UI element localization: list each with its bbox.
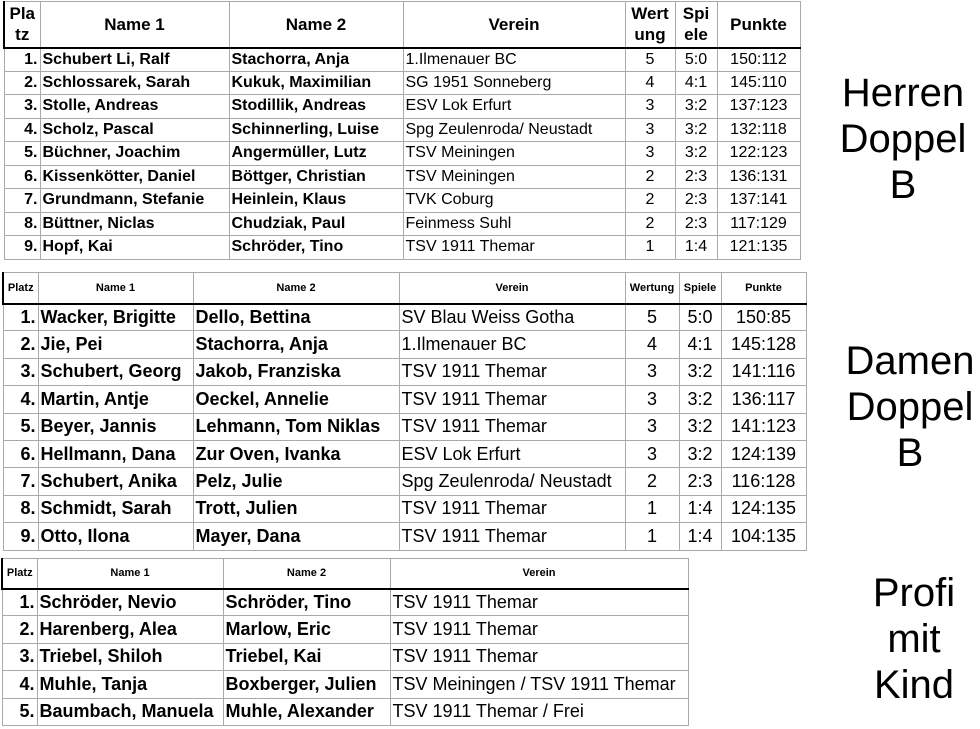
cell-verein: ESV Lok Erfurt bbox=[403, 95, 625, 119]
section-label-herren-doppel-b bbox=[826, 70, 980, 208]
cell-platz: 4. bbox=[4, 118, 40, 142]
cell-platz: 9. bbox=[4, 236, 40, 260]
cell-platz: 3. bbox=[4, 95, 40, 119]
cell-name-1: Grundmann, Stefanie bbox=[40, 189, 229, 213]
cell-name-2: Angermüller, Lutz bbox=[229, 142, 403, 166]
cell-name-1: Schmidt, Sarah bbox=[38, 495, 193, 522]
cell-verein: SV Blau Weiss Gotha bbox=[399, 304, 625, 331]
cell-name-1: Triebel, Shiloh bbox=[37, 643, 223, 670]
cell-platz: 6. bbox=[4, 165, 40, 189]
cell-platz: 9. bbox=[3, 523, 38, 550]
cell-platz: 1. bbox=[3, 304, 38, 331]
cell-punkte: 137:141 bbox=[717, 189, 800, 213]
cell-name-2: Jakob, Franziska bbox=[193, 358, 399, 385]
cell-name-2: Schröder, Tino bbox=[229, 236, 403, 260]
cell-spiele: 1:4 bbox=[679, 523, 721, 550]
section-label-line: mit bbox=[887, 617, 941, 661]
cell-verein: SG 1951 Sonneberg bbox=[403, 71, 625, 95]
cell-name-1: Otto, Ilona bbox=[38, 523, 193, 550]
section-label-line: Profi bbox=[872, 571, 956, 615]
cell-verein: TSV 1911 Themar bbox=[399, 386, 625, 413]
table-row bbox=[4, 118, 800, 142]
section-label-line: Damen bbox=[845, 339, 975, 383]
table-row bbox=[3, 386, 806, 413]
cell-spiele: 3:2 bbox=[679, 440, 721, 467]
cell-wertung: 2 bbox=[625, 468, 679, 495]
cell-wertung: 3 bbox=[625, 358, 679, 385]
cell-platz: 1. bbox=[4, 48, 40, 72]
cell-name-2: Chudziak, Paul bbox=[229, 212, 403, 236]
cell-platz: 3. bbox=[3, 358, 38, 385]
cell-spiele: 3:2 bbox=[675, 95, 717, 119]
cell-punkte: 104:135 bbox=[721, 523, 806, 550]
herren-doppel-b-table bbox=[3, 1, 801, 260]
table-row bbox=[3, 331, 806, 358]
cell-verein: TSV 1911 Themar bbox=[390, 589, 688, 616]
cell-verein: TSV 1911 Themar bbox=[399, 358, 625, 385]
cell-wertung: 1 bbox=[625, 236, 675, 260]
cell-name-2: Stachorra, Anja bbox=[229, 48, 403, 72]
cell-name-2: Pelz, Julie bbox=[193, 468, 399, 495]
table-header-row bbox=[4, 2, 800, 48]
cell-platz: 3. bbox=[2, 643, 37, 670]
cell-name-1: Büttner, Niclas bbox=[40, 212, 229, 236]
cell-verein: TSV Meiningen / TSV 1911 Themar bbox=[390, 671, 688, 698]
table-row bbox=[3, 413, 806, 440]
table-header-row bbox=[3, 273, 806, 304]
header-platz: Platz bbox=[2, 559, 37, 589]
cell-spiele: 3:2 bbox=[679, 413, 721, 440]
cell-name-2: Triebel, Kai bbox=[223, 643, 390, 670]
cell-wertung: 2 bbox=[625, 189, 675, 213]
cell-punkte: 136:117 bbox=[721, 386, 806, 413]
header-punkte: Punkte bbox=[717, 2, 800, 48]
cell-wertung: 5 bbox=[625, 304, 679, 331]
cell-punkte: 116:128 bbox=[721, 468, 806, 495]
cell-platz: 2. bbox=[3, 331, 38, 358]
cell-verein: Spg Zeulenroda/ Neustadt bbox=[399, 468, 625, 495]
cell-name-1: Kissenkötter, Daniel bbox=[40, 165, 229, 189]
header-spiele: Spi ele bbox=[675, 2, 717, 48]
cell-punkte: 132:118 bbox=[717, 118, 800, 142]
cell-punkte: 141:116 bbox=[721, 358, 806, 385]
cell-spiele: 4:1 bbox=[675, 71, 717, 95]
cell-name-2: Böttger, Christian bbox=[229, 165, 403, 189]
cell-name-2: Muhle, Alexander bbox=[223, 698, 390, 725]
cell-verein: TSV 1911 Themar bbox=[403, 236, 625, 260]
header-wertung: Wert ung bbox=[625, 2, 675, 48]
cell-name-1: Wacker, Brigitte bbox=[38, 304, 193, 331]
cell-spiele: 2:3 bbox=[675, 212, 717, 236]
header-name-2: Name 2 bbox=[193, 273, 399, 304]
cell-name-2: Schröder, Tino bbox=[223, 589, 390, 616]
cell-name-1: Jie, Pei bbox=[38, 331, 193, 358]
cell-platz: 4. bbox=[3, 386, 38, 413]
cell-punkte: 117:129 bbox=[717, 212, 800, 236]
cell-name-1: Büchner, Joachim bbox=[40, 142, 229, 166]
table-row bbox=[2, 643, 688, 670]
cell-punkte: 121:135 bbox=[717, 236, 800, 260]
cell-platz: 1. bbox=[2, 589, 37, 616]
header-spiele: Spiele bbox=[679, 273, 721, 304]
cell-wertung: 3 bbox=[625, 413, 679, 440]
cell-name-2: Heinlein, Klaus bbox=[229, 189, 403, 213]
header-verein: Verein bbox=[399, 273, 625, 304]
header-name-1: Name 1 bbox=[38, 273, 193, 304]
cell-verein: TSV 1911 Themar bbox=[390, 643, 688, 670]
table-row bbox=[4, 48, 800, 72]
cell-platz: 2. bbox=[2, 616, 37, 643]
table-header-row bbox=[2, 559, 688, 589]
header-name-2: Name 2 bbox=[229, 2, 403, 48]
cell-platz: 8. bbox=[4, 212, 40, 236]
cell-verein: Feinmess Suhl bbox=[403, 212, 625, 236]
table-row bbox=[3, 358, 806, 385]
cell-name-2: Marlow, Eric bbox=[223, 616, 390, 643]
table-row bbox=[4, 189, 800, 213]
cell-spiele: 1:4 bbox=[679, 495, 721, 522]
header-wertung: Wertung bbox=[625, 273, 679, 304]
cell-name-1: Baumbach, Manuela bbox=[37, 698, 223, 725]
cell-platz: 5. bbox=[4, 142, 40, 166]
cell-name-1: Stolle, Andreas bbox=[40, 95, 229, 119]
cell-platz: 5. bbox=[2, 698, 37, 725]
cell-punkte: 136:131 bbox=[717, 165, 800, 189]
cell-verein: 1.Ilmenauer BC bbox=[403, 48, 625, 72]
cell-wertung: 4 bbox=[625, 71, 675, 95]
cell-name-1: Schubert Li, Ralf bbox=[40, 48, 229, 72]
table-row bbox=[3, 304, 806, 331]
table-row bbox=[3, 495, 806, 522]
cell-spiele: 5:0 bbox=[675, 48, 717, 72]
cell-spiele: 3:2 bbox=[675, 142, 717, 166]
cell-punkte: 122:123 bbox=[717, 142, 800, 166]
cell-verein: TSV 1911 Themar bbox=[399, 413, 625, 440]
cell-verein: TSV 1911 Themar bbox=[399, 495, 625, 522]
header-platz: Pla tz bbox=[4, 2, 40, 48]
cell-name-1: Scholz, Pascal bbox=[40, 118, 229, 142]
cell-platz: 2. bbox=[4, 71, 40, 95]
cell-spiele: 1:4 bbox=[675, 236, 717, 260]
section-label-damen-doppel-b bbox=[836, 338, 980, 476]
section-label-line: Doppel bbox=[839, 117, 967, 161]
table-row bbox=[3, 523, 806, 550]
table-row bbox=[4, 212, 800, 236]
cell-platz: 4. bbox=[2, 671, 37, 698]
cell-platz: 7. bbox=[4, 189, 40, 213]
table-row bbox=[4, 142, 800, 166]
cell-wertung: 2 bbox=[625, 165, 675, 189]
cell-wertung: 5 bbox=[625, 48, 675, 72]
cell-name-1: Schubert, Anika bbox=[38, 468, 193, 495]
cell-name-2: Zur Oven, Ivanka bbox=[193, 440, 399, 467]
cell-verein: TSV 1911 Themar bbox=[390, 616, 688, 643]
cell-platz: 6. bbox=[3, 440, 38, 467]
cell-verein: 1.Ilmenauer BC bbox=[399, 331, 625, 358]
cell-verein: TSV Meiningen bbox=[403, 142, 625, 166]
table-row bbox=[3, 440, 806, 467]
cell-punkte: 150:85 bbox=[721, 304, 806, 331]
damen-doppel-b-table bbox=[2, 272, 807, 551]
cell-name-2: Mayer, Dana bbox=[193, 523, 399, 550]
cell-punkte: 141:123 bbox=[721, 413, 806, 440]
cell-wertung: 2 bbox=[625, 212, 675, 236]
cell-platz: 7. bbox=[3, 468, 38, 495]
cell-name-1: Schubert, Georg bbox=[38, 358, 193, 385]
header-name-2: Name 2 bbox=[223, 559, 390, 589]
section-label-line: Doppel bbox=[846, 385, 974, 429]
section-label-line: Herren bbox=[841, 71, 965, 115]
section-label-profi-mit-kind bbox=[852, 570, 976, 708]
section-label-line: B bbox=[896, 431, 924, 475]
table-row bbox=[2, 589, 688, 616]
cell-verein: TSV 1911 Themar / Frei bbox=[390, 698, 688, 725]
cell-name-1: Schlossarek, Sarah bbox=[40, 71, 229, 95]
cell-punkte: 150:112 bbox=[717, 48, 800, 72]
cell-name-2: Dello, Bettina bbox=[193, 304, 399, 331]
profi-mit-kind-table bbox=[1, 558, 689, 726]
cell-punkte: 145:110 bbox=[717, 71, 800, 95]
cell-verein: TVK Coburg bbox=[403, 189, 625, 213]
table-row bbox=[2, 671, 688, 698]
cell-punkte: 124:139 bbox=[721, 440, 806, 467]
table-row bbox=[4, 165, 800, 189]
header-name-1: Name 1 bbox=[40, 2, 229, 48]
cell-name-1: Muhle, Tanja bbox=[37, 671, 223, 698]
cell-spiele: 2:3 bbox=[675, 165, 717, 189]
cell-name-1: Hopf, Kai bbox=[40, 236, 229, 260]
cell-verein: TSV Meiningen bbox=[403, 165, 625, 189]
cell-wertung: 3 bbox=[625, 142, 675, 166]
cell-platz: 5. bbox=[3, 413, 38, 440]
cell-name-2: Schinnerling, Luise bbox=[229, 118, 403, 142]
section-label-line: B bbox=[889, 163, 917, 207]
cell-name-1: Schröder, Nevio bbox=[37, 589, 223, 616]
cell-name-2: Stachorra, Anja bbox=[193, 331, 399, 358]
cell-spiele: 3:2 bbox=[679, 386, 721, 413]
cell-wertung: 3 bbox=[625, 440, 679, 467]
cell-name-2: Stodillik, Andreas bbox=[229, 95, 403, 119]
cell-spiele: 3:2 bbox=[679, 358, 721, 385]
table-row bbox=[2, 698, 688, 725]
cell-punkte: 145:128 bbox=[721, 331, 806, 358]
cell-spiele: 5:0 bbox=[679, 304, 721, 331]
header-name-1: Name 1 bbox=[37, 559, 223, 589]
cell-name-1: Beyer, Jannis bbox=[38, 413, 193, 440]
cell-spiele: 4:1 bbox=[679, 331, 721, 358]
cell-verein: Spg Zeulenroda/ Neustadt bbox=[403, 118, 625, 142]
table-row bbox=[3, 468, 806, 495]
table-row bbox=[4, 95, 800, 119]
table-row bbox=[2, 616, 688, 643]
table-row bbox=[4, 236, 800, 260]
cell-spiele: 2:3 bbox=[679, 468, 721, 495]
cell-wertung: 4 bbox=[625, 331, 679, 358]
cell-wertung: 3 bbox=[625, 95, 675, 119]
cell-name-1: Martin, Antje bbox=[38, 386, 193, 413]
cell-name-1: Harenberg, Alea bbox=[37, 616, 223, 643]
cell-punkte: 137:123 bbox=[717, 95, 800, 119]
header-punkte: Punkte bbox=[721, 273, 806, 304]
table-row bbox=[4, 71, 800, 95]
cell-name-2: Lehmann, Tom Niklas bbox=[193, 413, 399, 440]
cell-wertung: 3 bbox=[625, 118, 675, 142]
cell-platz: 8. bbox=[3, 495, 38, 522]
cell-spiele: 3:2 bbox=[675, 118, 717, 142]
cell-name-2: Kukuk, Maximilian bbox=[229, 71, 403, 95]
section-label-line: Kind bbox=[873, 663, 955, 707]
cell-wertung: 1 bbox=[625, 495, 679, 522]
cell-name-1: Hellmann, Dana bbox=[38, 440, 193, 467]
cell-name-2: Oeckel, Annelie bbox=[193, 386, 399, 413]
header-verein: Verein bbox=[403, 2, 625, 48]
cell-wertung: 1 bbox=[625, 523, 679, 550]
cell-name-2: Boxberger, Julien bbox=[223, 671, 390, 698]
cell-verein: TSV 1911 Themar bbox=[399, 523, 625, 550]
cell-verein: ESV Lok Erfurt bbox=[399, 440, 625, 467]
cell-spiele: 2:3 bbox=[675, 189, 717, 213]
cell-name-2: Trott, Julien bbox=[193, 495, 399, 522]
cell-wertung: 3 bbox=[625, 386, 679, 413]
cell-punkte: 124:135 bbox=[721, 495, 806, 522]
header-verein: Verein bbox=[390, 559, 688, 589]
header-platz: Platz bbox=[3, 273, 38, 304]
